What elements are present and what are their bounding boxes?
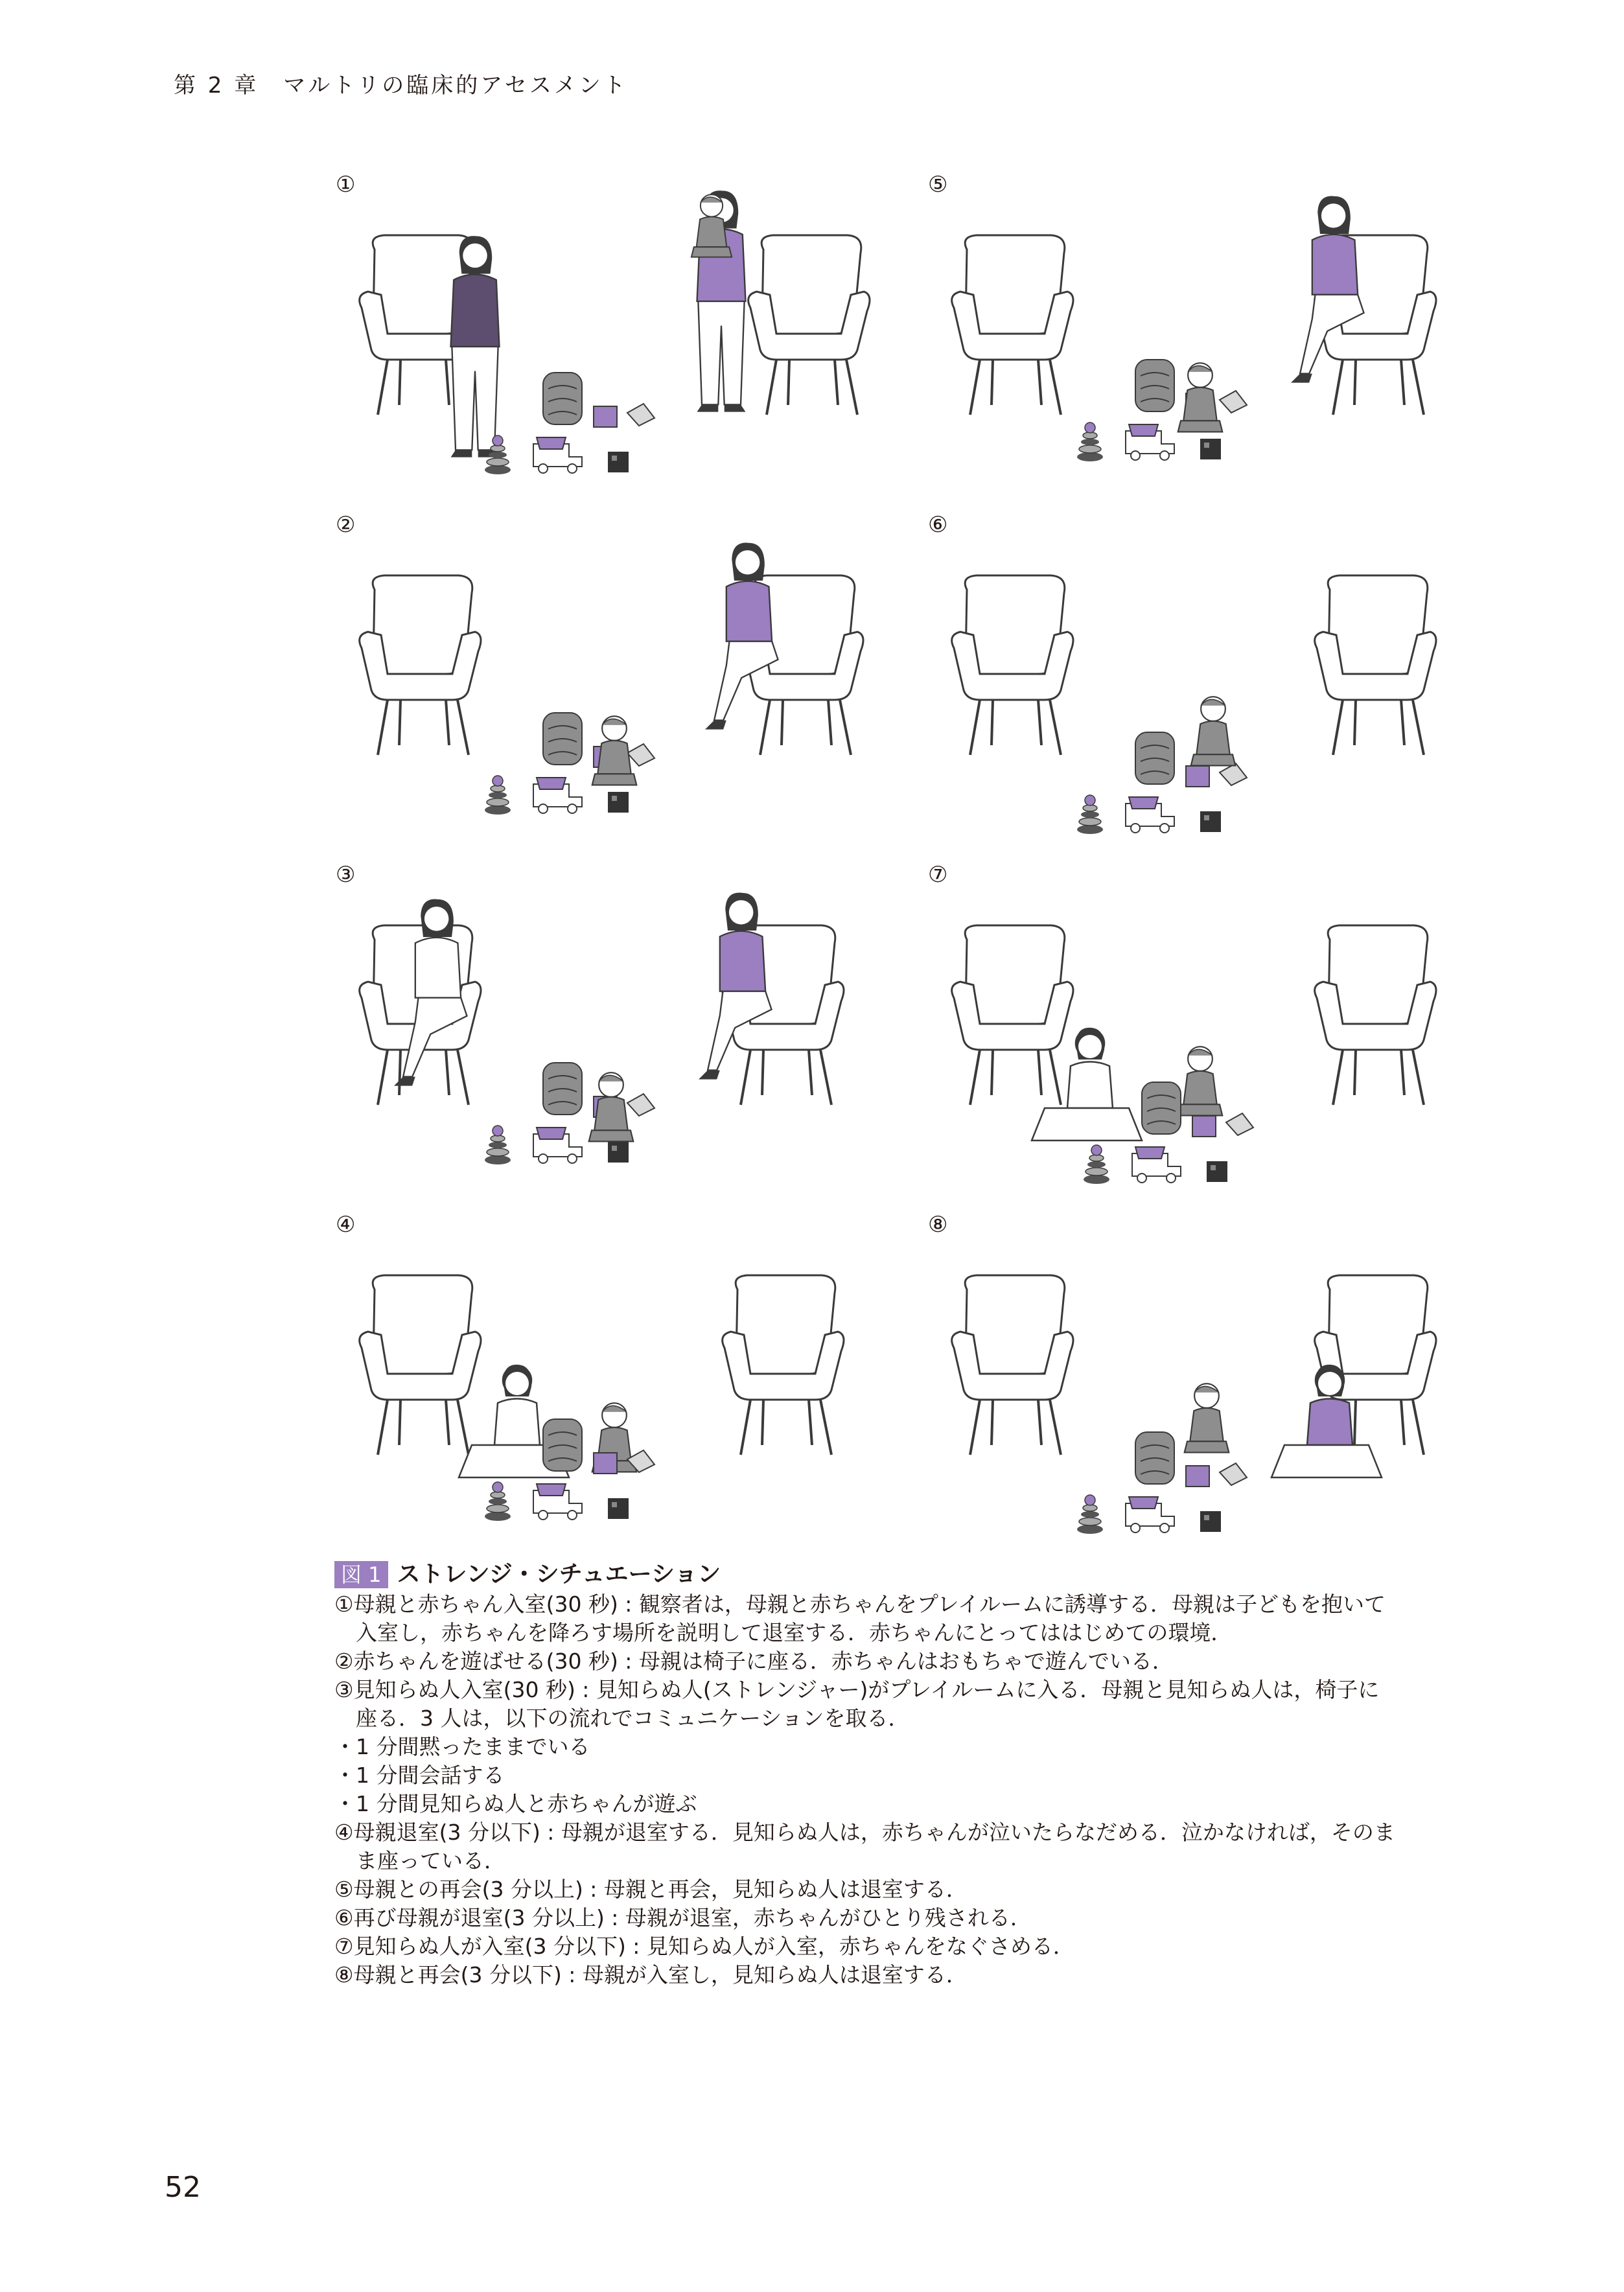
caption-line: ・1 分間黙ったままでいる [334,1734,590,1759]
scene-panel-5 [928,172,1485,509]
figure-caption [334,1560,1462,1989]
scene-panel-2 [336,512,893,849]
scene-panel-7 [928,862,1485,1199]
caption-line: ・1 分間見知らぬ人と赤ちゃんが遊ぶ [334,1791,697,1816]
scene-illustration [336,862,893,1199]
caption-body [334,1590,1462,1989]
caption-line: ・1 分間会話する [334,1763,505,1788]
scene-number: ③ [336,862,356,888]
scene-number: ⑦ [928,862,948,888]
caption-line: ①母親と赤ちゃん入室(30 秒) : 観察者は，母親と赤ちゃんをプレイルームに誘導する．母親は子どもを抱いて [334,1592,1386,1617]
caption-line: 入室し，赤ちゃんを降ろす場所を説明して退室する．赤ちゃんにとってははじめての環境． [356,1620,1233,1645]
caption-line: ま座っている． [356,1848,505,1873]
scene-panel-4 [336,1212,893,1549]
caption-line: ⑦見知らぬ人が入室(3 分以下) : 見知らぬ人が入室，赤ちゃんをなぐさめる． [334,1934,1074,1959]
scene-number: ① [336,172,356,198]
caption-line: ②赤ちゃんを遊ばせる(30 秒) : 母親は椅子に座る．赤ちゃんはおもちゃで遊んでいる． [334,1649,1174,1674]
scene-number: ⑤ [928,172,948,198]
scene-illustration [928,1212,1485,1549]
figure-title-row [334,1560,1462,1589]
scene-illustration [336,1212,893,1549]
scene-number: ② [336,512,356,538]
scene-panel-8 [928,1212,1485,1549]
caption-line: ⑧母親と再会(3 分以下) : 母親が入室し，見知らぬ人は退室する． [334,1962,968,1987]
caption-line: ⑤母親との再会(3 分以上) : 母親と再会，見知らぬ人は退室する． [334,1877,968,1902]
caption-line: ⑥再び母親が退室(3 分以上) : 母親が退室，赤ちゃんがひとり残される． [334,1905,1032,1930]
running-header: 第 2 章 マルトリの臨床的アセスメント [174,73,628,98]
scene-number: ⑧ [928,1212,948,1238]
scene-panel-3 [336,862,893,1199]
page-number: 52 [165,2171,201,2204]
caption-line: ④母親退室(3 分以下) : 母親が退室する．見知らぬ人は，赤ちゃんが泣いたらなだめる．泣かなければ，そのま [334,1820,1395,1845]
caption-line: ③見知らぬ人入室(30 秒) : 見知らぬ人(ストレンジャー)がプレイルームに入る．母親と見知らぬ人は，椅子に [334,1677,1380,1702]
figure-label: 図 1 [334,1561,388,1588]
scene-illustration [336,512,893,849]
scene-illustration [928,172,1485,509]
figure-title: ストレンジ・シチュエーション [397,1561,721,1588]
scene-number: ④ [336,1212,356,1238]
scene-illustration [928,512,1485,849]
scene-panel-6 [928,512,1485,849]
scene-illustration [336,172,893,509]
scene-panel-1 [336,172,893,509]
scene-illustration [928,862,1485,1199]
scene-number: ⑥ [928,512,948,538]
caption-line: 座る．3 人は，以下の流れでコミュニケーションを取る． [356,1706,910,1731]
